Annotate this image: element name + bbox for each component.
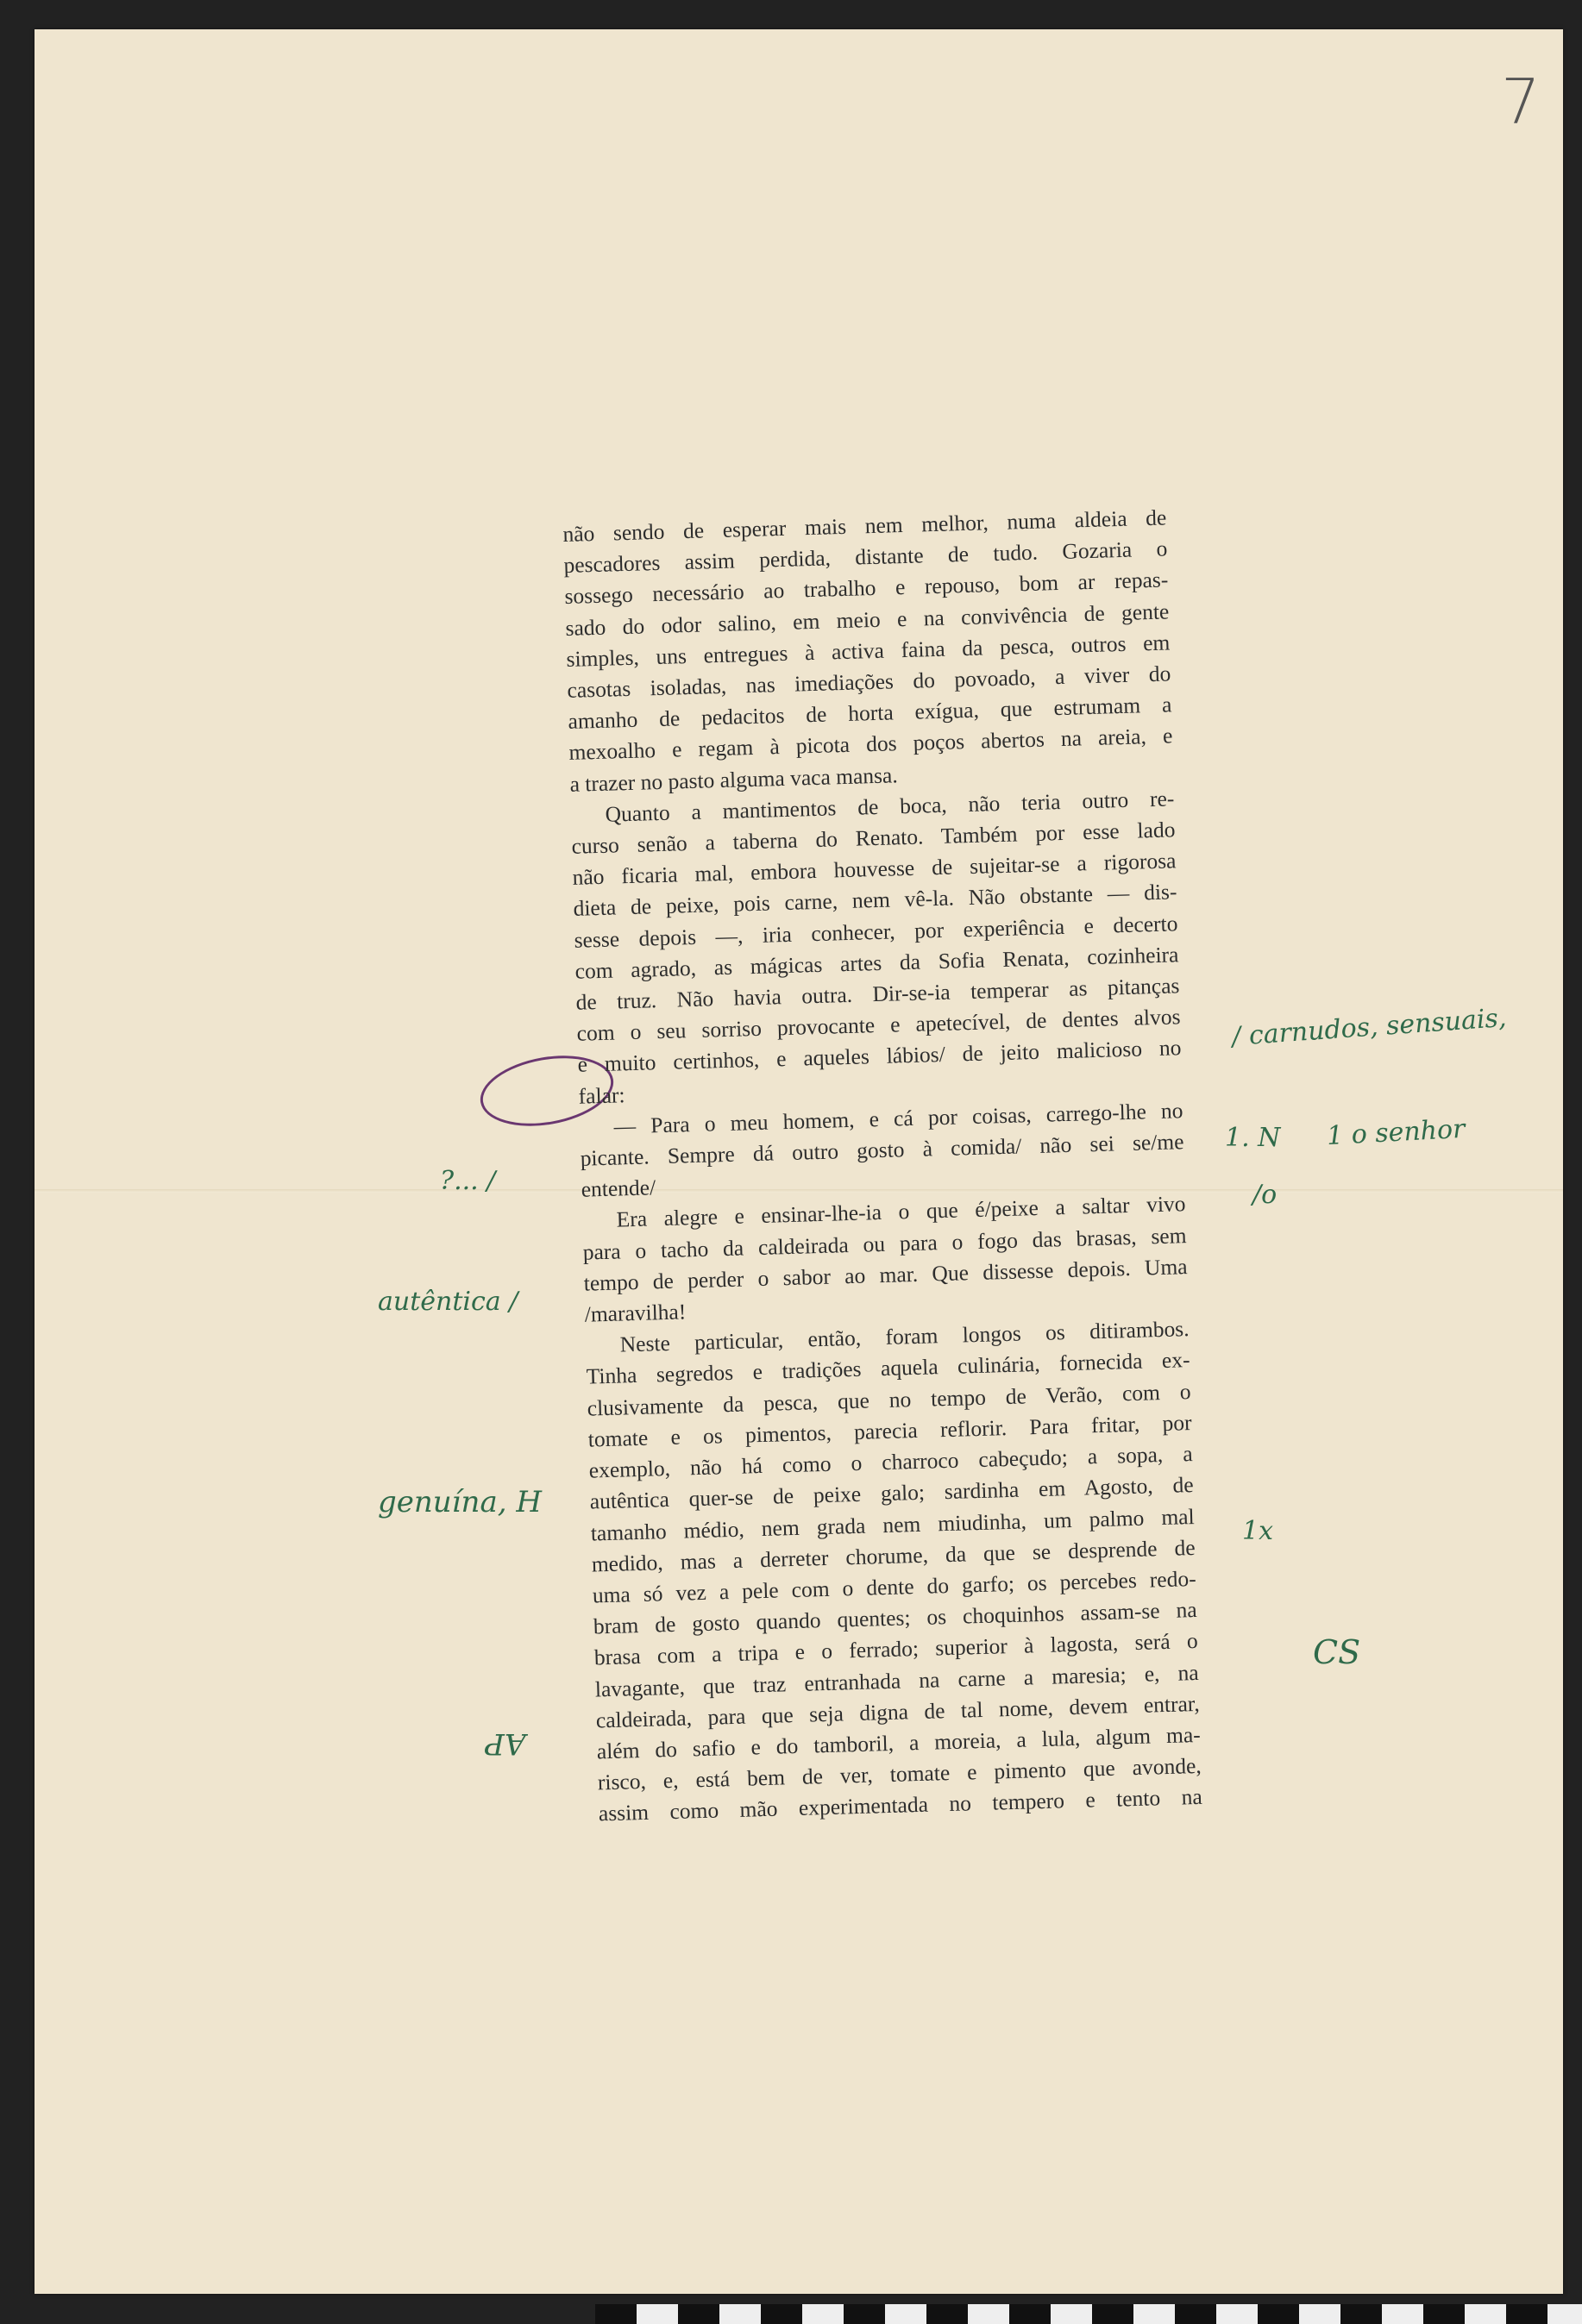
margin-note: /o <box>1252 1180 1278 1210</box>
text-line: brasa com a tripa e o ferrado; superior à lagosta, será o <box>593 1628 1199 1670</box>
text-line: assim como mão experimentada no tempero e tento na <box>598 1784 1203 1826</box>
text-line: falar: <box>578 1081 625 1109</box>
text-line: — Para o meu homem, e cá por coisas, carrego-lhe no <box>613 1098 1183 1139</box>
text-line: amanho de pedacitos de horta exígua, que estrumam a <box>568 692 1172 735</box>
text-line: com o seu sorriso provocante e apetecível, de dentes alvos <box>576 1004 1181 1047</box>
text-line: tempo de perder o sabor ao mar. Que dissesse depois. Uma <box>583 1253 1188 1296</box>
text-line: mexoalho e regam à picota dos poços abertos na areia, e <box>568 723 1173 766</box>
text-line: Era alegre e ensinar-lhe-ia o que é/peixe a saltar vivo <box>616 1191 1186 1233</box>
text-line: picante. Sempre dá outro gosto à comida/ não sei se/me <box>580 1129 1184 1171</box>
text-line: não ficaria mal, embora houvesse de sujeitar-se a rigorosa <box>572 848 1177 891</box>
page-number: 7 <box>1501 66 1541 138</box>
scale-ruler <box>595 2304 1582 2324</box>
text-line: com agrado, as mágicas artes da Sofia Renata, cozinheira <box>574 942 1179 984</box>
text-line: para o tacho da caldeirada ou para o fogo das brasas, sem <box>582 1222 1187 1265</box>
margin-note: 1. N <box>1225 1123 1281 1153</box>
text-line: medido, mas a derreter chorume, da que se desprende de <box>591 1534 1196 1577</box>
text-line: Tinha segredos e tradições aquela culinária, fornecida ex- <box>586 1347 1190 1390</box>
text-line: lavagante, que traz entranhada na carne a maresia; e, na <box>594 1659 1200 1701</box>
text-line: sesse depois —, iria conhecer, por experiência e decerto <box>574 910 1178 953</box>
text-line: entende/ <box>581 1175 656 1202</box>
text-line: clusivamente da pesca, que no tempo de Verão, com o <box>587 1378 1191 1421</box>
text-line: dieta de peixe, pois carne, nem vê-la. Não obstante — dis- <box>573 879 1177 922</box>
text-line: risco, e, está bem de ver, tomate e pimento que avonde, <box>597 1753 1202 1795</box>
margin-note: autêntica / <box>378 1287 518 1317</box>
text-line: autêntica quer-se de peixe galo; sardinha em Agosto, de <box>589 1472 1194 1514</box>
text-line: /maravilha! <box>584 1299 687 1327</box>
text-line: sado do odor salino, em meio e na convivência de gente <box>565 598 1170 641</box>
margin-note: genuína, H <box>378 1485 542 1519</box>
margin-note: 1 o senhor <box>1326 1113 1466 1152</box>
text-line: tamanho médio, nem grada nem miudinha, um palmo mal <box>590 1503 1195 1546</box>
text-line: casotas isoladas, nas imediações do povoado, a viver do <box>567 661 1171 703</box>
text-line: exemplo, não há como o charroco cabeçudo; a sopa, a <box>588 1441 1193 1483</box>
margin-note: 1x <box>1242 1516 1274 1546</box>
text-line: simples, uns entregues à activa faina da pesca, outros em <box>566 630 1171 672</box>
text-line: além do safio e do tamboril, a moreia, a lula, algum ma- <box>596 1721 1202 1764</box>
text-line: bram de gosto quando quentes; os choquinhos assam-se na <box>593 1597 1198 1639</box>
text-line: uma só vez a pele com o dente do garfo; os percebes redo- <box>592 1565 1196 1608</box>
text-line: Quanto a mantimentos de boca, não teria outro re- <box>605 786 1175 827</box>
text-line: e muito certinhos, e aqueles lábios/ de jeito malicioso no <box>577 1035 1182 1078</box>
document-page <box>35 29 1563 2294</box>
margin-note: CS <box>1313 1633 1361 1671</box>
text-line: sossego necessário ao trabalho e repouso, bom ar repas- <box>564 567 1169 610</box>
text-line: pescadores assim perdida, distante de tudo. Gozaria o <box>563 536 1168 579</box>
text-line: tomate e os pimentos, parecia reflorir. Para fritar, por <box>587 1409 1192 1452</box>
text-line: caldeirada, para que seja digna de tal nome, devem entrar, <box>595 1690 1201 1733</box>
text-line: Neste particular, então, foram longos os ditirambos. <box>619 1316 1190 1357</box>
text-line: curso senão a taberna do Renato. Também por esse lado <box>571 817 1176 859</box>
typed-text-block <box>562 502 1202 1829</box>
margin-note: / carnudos, sensuais, <box>1231 1002 1508 1053</box>
text-line: de truz. Não havia outra. Dir-se-ia temperar as pitanças <box>575 973 1180 1015</box>
margin-note: AP <box>485 1726 526 1761</box>
text-line: não sendo de esperar mais nem melhor, numa aldeia de <box>562 504 1167 547</box>
text-line: a trazer no pasto alguma vaca mansa. <box>569 761 899 797</box>
margin-note: ?... / <box>440 1166 496 1196</box>
